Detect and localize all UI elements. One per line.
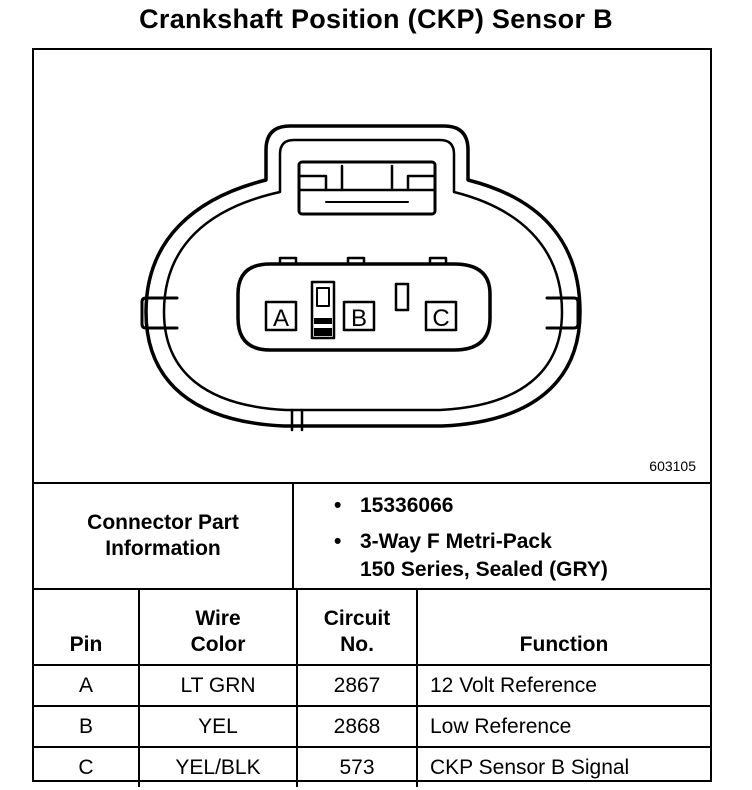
cell-pin: A bbox=[34, 665, 139, 706]
connector-part-info-list bbox=[294, 484, 710, 588]
info-label-line2: Information bbox=[105, 537, 221, 560]
cell-function: CKP Sensor B Signal bbox=[417, 747, 710, 787]
header-pin: Pin bbox=[34, 590, 139, 665]
info-label-line1: Connector Part bbox=[87, 511, 239, 534]
cell-circuit: 573 bbox=[297, 747, 417, 787]
latch-body bbox=[299, 162, 435, 214]
part-number: 15336066 bbox=[360, 494, 454, 517]
figure-id: 603105 bbox=[649, 458, 696, 474]
diagram-frame bbox=[32, 48, 712, 782]
cell-circuit: 2868 bbox=[297, 706, 417, 747]
bullet-icon: • bbox=[334, 530, 342, 553]
connector-face-drawing bbox=[34, 50, 710, 482]
table-row bbox=[34, 747, 710, 787]
cell-circuit: 2867 bbox=[297, 665, 417, 706]
connector-part-info bbox=[34, 484, 710, 590]
pin-b-label: B bbox=[350, 305, 368, 332]
bullet-icon: • bbox=[334, 494, 342, 517]
header-function: Function bbox=[417, 590, 710, 665]
connector-part-info-label bbox=[34, 484, 294, 588]
connector-series: 150 Series, Sealed (GRY) bbox=[360, 558, 608, 581]
cell-pin: C bbox=[34, 747, 139, 787]
table-header-row bbox=[34, 590, 710, 665]
connector-type: 3-Way F Metri-Pack bbox=[360, 530, 552, 553]
pin-c-label: C bbox=[432, 305, 450, 332]
cell-function: 12 Volt Reference bbox=[417, 665, 710, 706]
table-row bbox=[34, 706, 710, 747]
cell-function: Low Reference bbox=[417, 706, 710, 747]
list-item bbox=[334, 528, 710, 584]
connector-diagram-area bbox=[34, 50, 710, 484]
page-title: Crankshaft Position (CKP) Sensor B bbox=[139, 4, 613, 34]
list-item bbox=[334, 492, 710, 520]
pin-a-label: A bbox=[272, 305, 290, 332]
cell-wire-color: YEL bbox=[139, 706, 297, 747]
header-circuit-no: Circuit No. bbox=[297, 590, 417, 665]
table-row bbox=[34, 665, 710, 706]
header-wire-color: Wire Color bbox=[139, 590, 297, 665]
cell-pin: B bbox=[34, 706, 139, 747]
housing-inner bbox=[164, 140, 562, 410]
pinout-table bbox=[34, 590, 710, 787]
cell-wire-color: YEL/BLK bbox=[139, 747, 297, 787]
cell-wire-color: LT GRN bbox=[139, 665, 297, 706]
housing-outer bbox=[146, 126, 580, 426]
